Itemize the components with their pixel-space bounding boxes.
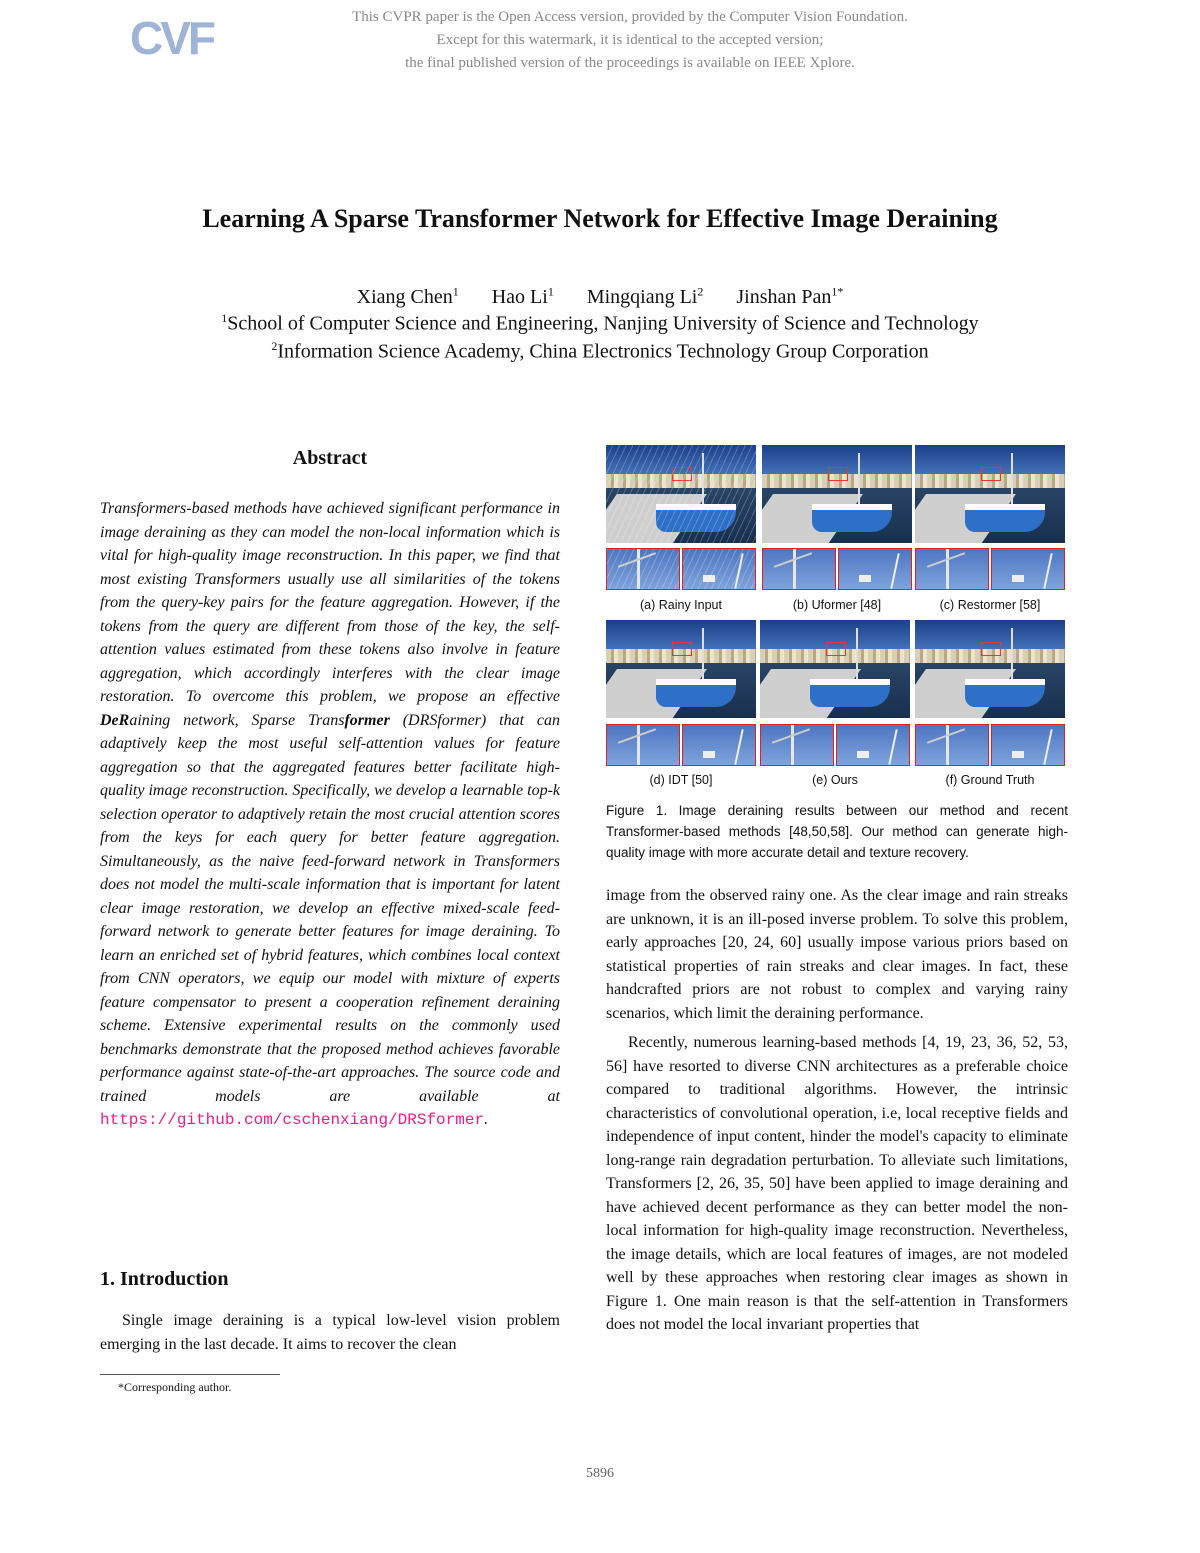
intro-paragraph-right-2: Recently, numerous learning-based methods [4, 19, 23, 36, 52, 53, 56] have resorted to diverse CNN architectures as a preferable choice compared to traditional algorithms. However, the intrinsic characteristics of convolutional operation, i.e, local receptive fields and independence of input content, hinder the model's capacity to eliminate long-range rain degradation perturbation. To alleviate such limitations, Transformers [2, 26, 35, 50] have been applied to image deraining and have achieved decent performance as they can better model the non-local information for high-quality image reconstruction. Nevertheless, the image details, which are local features of images, are not modeled well by these approaches when restoring clear images as shown in Figure 1. One main reason is that the self-attention in Transformers does not model the local invariant properties that (606, 1034, 1068, 1333)
subcaption-d: (d) IDT [50] (649, 773, 713, 787)
footnote-rule (100, 1374, 280, 1375)
author-2: Hao Li$^1$ (491, 284, 554, 308)
ours-crop-1 (760, 724, 834, 766)
page-number: 5896 (586, 1466, 614, 1481)
restormer-result-image (915, 445, 1065, 543)
figure-caption: Figure 1. Image deraining results between our method and recent Transformer-based methods [48,50,58]. Our method can generate high-quality image with more accurate detail and texture recovery. (606, 803, 1068, 860)
subcaption-c: (c) Restormer [58] (939, 598, 1041, 612)
intro-right-column (606, 884, 1068, 1337)
watermark-line-2: Except for this watermark, it is identical to the accepted version; (436, 32, 824, 48)
author-list (60, 284, 1140, 309)
cvf-logo (128, 12, 220, 60)
figure-1 (606, 445, 1066, 795)
ours-crop-2 (836, 724, 910, 766)
subcaption-e: (e) Ours (812, 773, 858, 787)
rainy-input-crop-2 (682, 548, 756, 590)
rainy-input-image (606, 445, 756, 543)
source-code-link[interactable]: https://github.com/cschenxiang/DRSformer (100, 1111, 485, 1129)
uformer-crop-1 (762, 548, 836, 590)
intro-paragraph-left: Single image deraining is a typical low-level vision problem emerging in the last decade. It aims to recover the clean (100, 1312, 560, 1353)
ours-result-image (760, 620, 910, 718)
subcaption-b: (b) Uformer [48] (792, 598, 882, 612)
footnote: *Corresponding author. (118, 1380, 232, 1394)
idt-result-image (606, 620, 756, 718)
intro-heading: 1. Introduction (100, 1268, 229, 1290)
ground-truth-image (915, 620, 1065, 718)
watermark-line-1: This CVPR paper is the Open Access version, provided by the Computer Vision Foundation. (352, 9, 908, 25)
paper-title: Learning A Sparse Transformer Network for Effective Image Deraining (202, 204, 998, 233)
ground-truth-crop-1 (915, 724, 989, 766)
uformer-result-image (762, 445, 912, 543)
affiliation-2: $^2$Information Science Academy, China Electronics Technology Group Corporation (271, 339, 929, 363)
author-4: Jinshan Pan$^{1*}$ (736, 284, 844, 308)
intro-paragraph-right-1: image from the observed rainy one. As the clear image and rain streaks are unknown, it is an ill-posed inverse problem. To solve this problem, early approaches [20, 24, 60] usually impose various priors based on statistical properties of rain streaks and clear images. In fact, these handcrafted priors are not robust to complex and varying rainy scenarios, which limit the deraining performance. (606, 887, 1068, 1022)
idt-crop-1 (606, 724, 680, 766)
watermark-line-3: the final published version of the proceedings is available on IEEE Xplore. (405, 55, 855, 71)
author-3: Mingqiang Li$^2$ (586, 284, 704, 308)
rainy-input-crop-1 (606, 548, 680, 590)
cvf-logo-text: CVF (130, 12, 213, 60)
author-1: Xiang Chen$^1$ (356, 284, 459, 308)
affiliation-1: $^1$School of Computer Science and Engineering, Nanjing University of Science and Technology (221, 311, 979, 335)
ground-truth-crop-2 (991, 724, 1065, 766)
abstract-body: Transformers-based methods have achieved significant performance in image deraining as they can model the non-local information which is vital for high-quality image reconstruction. In this paper, we find that most existing Transformers usually use all similarities of the tokens from the query-key pairs for the feature aggregation. However, if the tokens from the query are different from those of the key, the self-attention values estimated from these tokens also involve in feature aggregation, which accordingly interferes with the clear image restoration. To overcome this problem, we propose an effective DeRaining network, Sparse Transformer (DRSformer) that can adaptively keep the most useful self-attention values for feature aggregation so that the aggregated features better facilitate high-quality image reconstruction. Specifically, we develop a learnable top-k selection operator to adaptively retain the most crucial attention scores from the keys for each query for better feature aggregation. Simultaneously, as the naive feed-forward network in Transformers does not model the multi-scale information that is important for latent clear image restoration, we develop an effective mixed-scale feed-forward network to generate better features for image deraining. To learn an enriched set of hybrid features, which combines local context from CNN operators, we equip our model with mixture of experts feature compensator to present a cooperation refinement deraining scheme. Extensive experimental results on the commonly used benchmarks demonstrate that the proposed method achieves favorable performance against state-of-the-art approaches. The source code and trained models are available at https://github.com/cschenxiang/DRSformer. (100, 500, 560, 1129)
watermark-notice (250, 6, 1010, 75)
abstract-heading: Abstract (292, 447, 368, 469)
restormer-crop-2 (991, 548, 1065, 590)
uformer-crop-2 (838, 548, 912, 590)
subcaption-a: (a) Rainy Input (640, 598, 722, 612)
subcaption-f: (f) Ground Truth (945, 773, 1035, 787)
restormer-crop-1 (915, 548, 989, 590)
idt-crop-2 (682, 724, 756, 766)
